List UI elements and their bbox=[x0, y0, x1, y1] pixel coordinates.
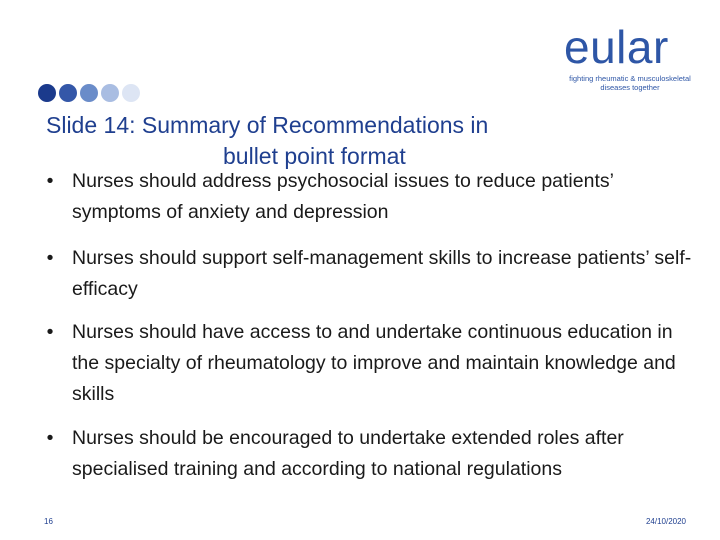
decorative-dots bbox=[38, 84, 140, 102]
dot-5-icon bbox=[122, 84, 140, 102]
slide-title-line2: bullet point format bbox=[223, 143, 406, 169]
logo-wordmark: eular bbox=[564, 21, 669, 73]
slide-number: 16 bbox=[44, 517, 53, 526]
bullet-marker-icon: • bbox=[46, 247, 54, 269]
bullet-marker-icon: • bbox=[46, 427, 54, 449]
slide-title bbox=[40, 110, 610, 172]
logo-tagline-line2: diseases together bbox=[600, 83, 660, 92]
bullet-item-education bbox=[40, 317, 700, 410]
bullet-item-psychosocial bbox=[40, 166, 700, 228]
dot-1-icon bbox=[38, 84, 56, 102]
dot-2-icon bbox=[59, 84, 77, 102]
dot-4-icon bbox=[101, 84, 119, 102]
slide-date: 24/10/2020 bbox=[645, 517, 686, 526]
logo-tagline bbox=[560, 74, 700, 92]
eular-logo bbox=[560, 21, 700, 96]
slide-title-line1: Slide 14: Summary of Recommendations in bbox=[46, 112, 489, 138]
bullet-marker-icon: • bbox=[46, 321, 54, 343]
dot-3-icon bbox=[80, 84, 98, 102]
logo-tagline-line1: fighting rheumatic & musculoskeletal bbox=[569, 74, 691, 83]
bullet-marker-icon: • bbox=[46, 170, 54, 192]
bullet-text: Nurses should address psychosocial issues to reduce patients’ symptoms of anxiety and depression bbox=[72, 170, 614, 223]
bullet-item-self-management bbox=[40, 243, 700, 305]
bullet-item-extended-roles bbox=[40, 423, 700, 485]
bullet-text: Nurses should support self-management skills to increase patients’ self-efficacy bbox=[72, 247, 692, 300]
bullet-text: Nurses should have access to and undertake continuous education in the specialty of rheumatology to improve and maintain knowledge and skills bbox=[72, 321, 676, 405]
bullet-text: Nurses should be encouraged to undertake extended roles after specialised training and according to national regulations bbox=[72, 427, 624, 480]
